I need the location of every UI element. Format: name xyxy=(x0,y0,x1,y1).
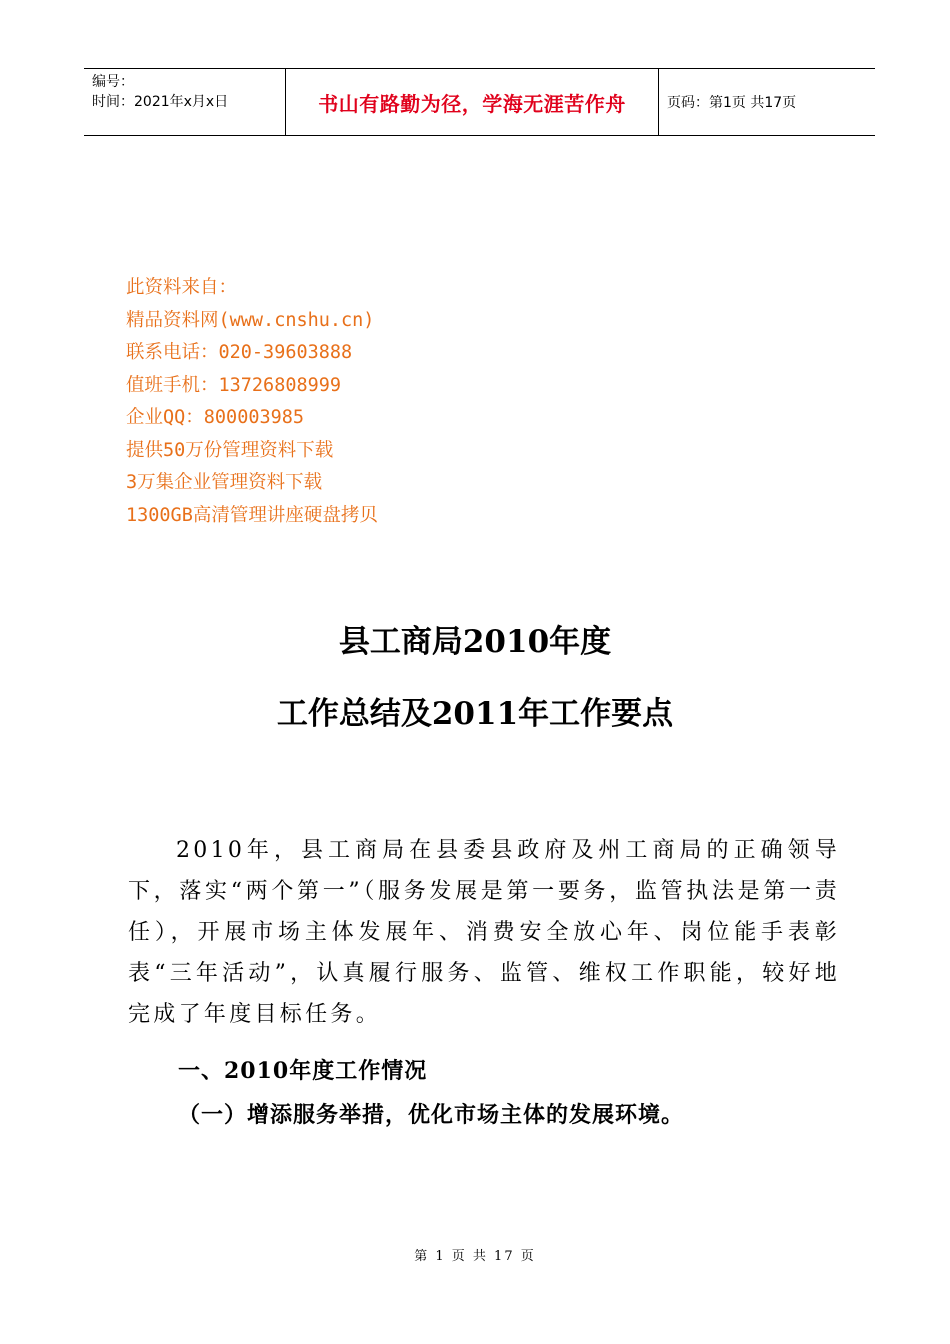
header-page-cell xyxy=(659,69,875,135)
source-line: 3万集企业管理资料下载 xyxy=(126,472,323,493)
subsection-heading: （一）增添服务举措，优化市场主体的发展环境。 xyxy=(178,1102,685,1128)
section-heading: 一、2010年度工作情况 xyxy=(178,1058,428,1084)
source-info xyxy=(126,272,378,532)
source-line: 企业QQ：800003985 xyxy=(126,407,305,428)
document-title-line-1: 县工商局2010年度 xyxy=(338,624,612,660)
intro-paragraph: 2010年，县工商局在县委县政府及州工商局的正确领导下，落实“两个第一”（服务发展是第一要务，监管执法是第一责任），开展市场主体发展年、消费安全放心年、岗位能手表彰表“三年活动”，认真履行服务、监管、维权工作职能，较好地完成了年度目标任务。 xyxy=(128,838,840,1027)
source-line: 提供50万份管理资料下载 xyxy=(126,439,334,461)
source-line: 精品资料网(www.cnshu.cn) xyxy=(126,309,375,331)
number-label: 编号： xyxy=(92,74,134,90)
date-label: 时间：2021年x月x日 xyxy=(92,94,229,110)
header-meta xyxy=(84,69,286,135)
page-info: 页码：第1页 共17页 xyxy=(667,95,797,111)
header-motto-cell xyxy=(286,69,659,135)
motto: 书山有路勤为径，学海无涯苦作舟 xyxy=(318,91,626,116)
page-header xyxy=(84,68,875,136)
document-title-line-2: 工作总结及2011年工作要点 xyxy=(276,696,674,732)
source-line: 1300GB高清管理讲座硬盘拷贝 xyxy=(126,504,378,526)
page-footer: 第 1 页 共 17 页 xyxy=(414,1249,536,1264)
intro-paragraph-block xyxy=(128,830,840,1035)
source-line: 值班手机：13726808999 xyxy=(126,374,342,396)
source-line: 此资料来自： xyxy=(126,277,238,298)
source-line: 联系电话：020-39603888 xyxy=(126,342,353,363)
